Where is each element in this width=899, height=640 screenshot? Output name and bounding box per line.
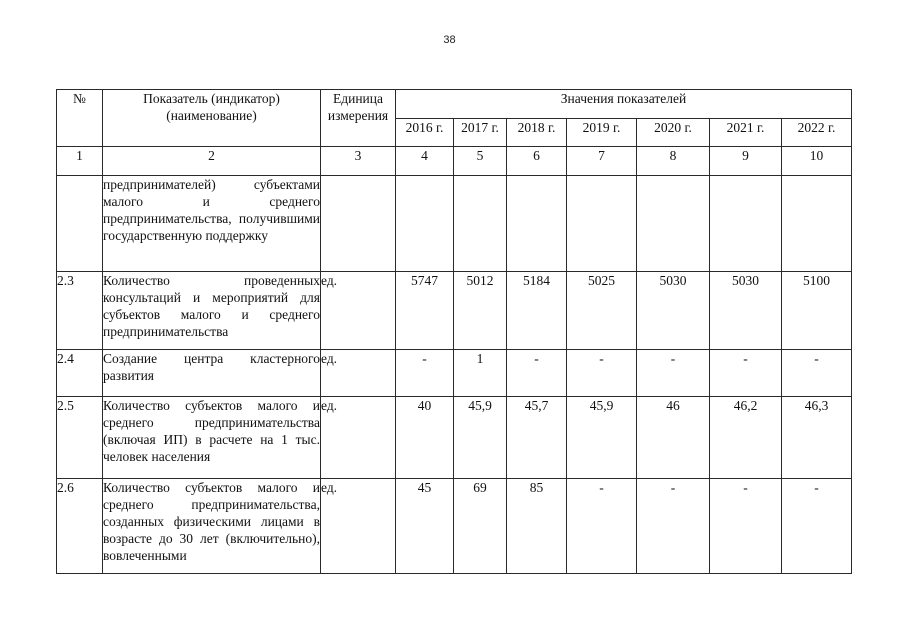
value-cell: 46 — [637, 397, 710, 479]
value-cell: 5747 — [396, 272, 454, 350]
header-year: 2016 г. — [396, 119, 454, 147]
header-row-1 — [57, 90, 852, 119]
unit-cell: ед. — [321, 479, 396, 574]
column-number: 10 — [782, 147, 852, 176]
value-cell: - — [782, 479, 852, 574]
column-number: 9 — [710, 147, 782, 176]
header-year: 2020 г. — [637, 119, 710, 147]
value-cell: 5030 — [710, 272, 782, 350]
value-cell — [507, 176, 567, 272]
value-cell: 45 — [396, 479, 454, 574]
table-row — [57, 479, 852, 574]
indicator-name: Количество субъектов малого и среднего предпринимательства, созданных физическими лицами в возрасте до 30 лет (включительно), вовлеченными — [103, 479, 321, 574]
indicators-table — [56, 89, 852, 574]
column-number: 8 — [637, 147, 710, 176]
table-row — [57, 176, 852, 272]
value-cell: - — [396, 350, 454, 397]
header-year: 2021 г. — [710, 119, 782, 147]
value-cell: 46,2 — [710, 397, 782, 479]
value-cell: - — [567, 479, 637, 574]
header-num: № — [57, 90, 103, 147]
column-number: 4 — [396, 147, 454, 176]
header-year: 2019 г. — [567, 119, 637, 147]
value-cell: 46,3 — [782, 397, 852, 479]
value-cell: - — [710, 350, 782, 397]
value-cell: - — [567, 350, 637, 397]
value-cell — [396, 176, 454, 272]
value-cell: 5100 — [782, 272, 852, 350]
table-row — [57, 272, 852, 350]
value-cell — [710, 176, 782, 272]
column-number: 3 — [321, 147, 396, 176]
header-year: 2017 г. — [454, 119, 507, 147]
column-number: 1 — [57, 147, 103, 176]
header-unit: Единица измерения — [321, 90, 396, 147]
column-number: 2 — [103, 147, 321, 176]
value-cell: - — [637, 350, 710, 397]
value-cell — [637, 176, 710, 272]
table-row — [57, 397, 852, 479]
indicator-name: Количество проведенных консультаций и мероприятий для субъектов малого и среднего предпринимательства — [103, 272, 321, 350]
header-values-group: Значения показателей — [396, 90, 852, 119]
unit-cell: ед. — [321, 397, 396, 479]
value-cell: 5012 — [454, 272, 507, 350]
column-number-row — [57, 147, 852, 176]
row-number — [57, 176, 103, 272]
table-row — [57, 350, 852, 397]
page-number: 38 — [443, 34, 456, 46]
column-number: 7 — [567, 147, 637, 176]
value-cell: 45,7 — [507, 397, 567, 479]
indicator-name: предпринимателей) субъектами малого и среднего предпринимательства, получившими государственную поддержку — [103, 176, 321, 272]
value-cell: - — [637, 479, 710, 574]
value-cell: 1 — [454, 350, 507, 397]
header-year: 2022 г. — [782, 119, 852, 147]
unit-cell — [321, 176, 396, 272]
value-cell — [454, 176, 507, 272]
value-cell: 85 — [507, 479, 567, 574]
value-cell: 5025 — [567, 272, 637, 350]
unit-cell: ед. — [321, 350, 396, 397]
value-cell: - — [710, 479, 782, 574]
value-cell: 45,9 — [454, 397, 507, 479]
row-number: 2.3 — [57, 272, 103, 350]
value-cell — [782, 176, 852, 272]
header-year: 2018 г. — [507, 119, 567, 147]
row-number: 2.5 — [57, 397, 103, 479]
indicator-name: Создание центра кластерного развития — [103, 350, 321, 397]
unit-cell: ед. — [321, 272, 396, 350]
column-number: 6 — [507, 147, 567, 176]
column-number: 5 — [454, 147, 507, 176]
value-cell: 69 — [454, 479, 507, 574]
value-cell: 5030 — [637, 272, 710, 350]
row-number: 2.4 — [57, 350, 103, 397]
row-number: 2.6 — [57, 479, 103, 574]
value-cell: - — [507, 350, 567, 397]
value-cell: 40 — [396, 397, 454, 479]
indicator-name: Количество субъектов малого и среднего предпринимательства (включая ИП) в расчете на 1 тыс. человек населения — [103, 397, 321, 479]
value-cell: - — [782, 350, 852, 397]
value-cell: 5184 — [507, 272, 567, 350]
value-cell — [567, 176, 637, 272]
value-cell: 45,9 — [567, 397, 637, 479]
header-name: Показатель (индикатор) (наименование) — [103, 90, 321, 147]
